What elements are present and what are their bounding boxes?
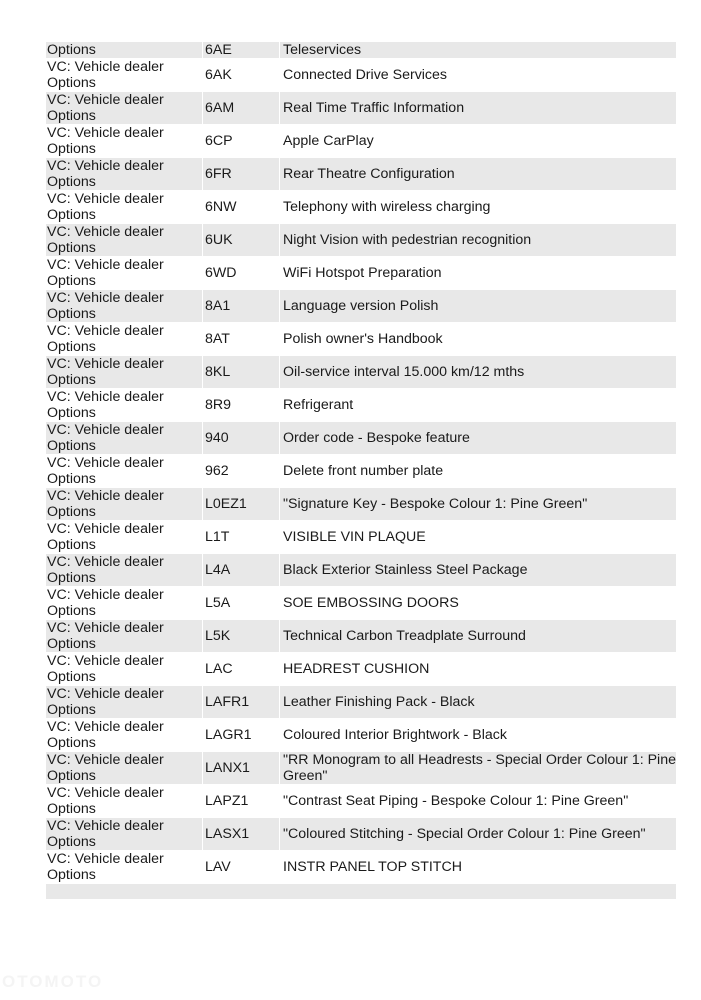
table-row [46, 41, 676, 58]
table-row [46, 355, 676, 388]
table-row [46, 784, 676, 817]
category-cell: VC: Vehicle dealer Options [46, 356, 203, 388]
code-cell: L5K [203, 620, 280, 652]
code-cell: L4A [203, 554, 280, 586]
table-row [46, 487, 676, 520]
code-cell: L1T [203, 521, 280, 553]
code-cell: L0EZ1 [203, 488, 280, 520]
category-cell: VC: Vehicle dealer Options [46, 620, 203, 652]
description-cell: Teleservices [283, 41, 362, 58]
description-cell: Technical Carbon Treadplate Surround [283, 627, 526, 644]
category-cell: VC: Vehicle dealer Options [46, 422, 203, 454]
table-row [46, 454, 676, 487]
table-row [46, 817, 676, 850]
category-cell: VC: Vehicle dealer Options [46, 785, 203, 817]
table-row [46, 58, 676, 91]
description-cell: "Signature Key - Bespoke Colour 1: Pine Green" [283, 495, 588, 512]
table-footer-row [46, 883, 676, 899]
code-cell: 8AT [203, 323, 280, 355]
code-cell: 6NW [203, 191, 280, 223]
description-cell: Night Vision with pedestrian recognition [283, 231, 532, 248]
code-cell: 6WD [203, 257, 280, 289]
category-cell: Options [46, 42, 203, 58]
table-row [46, 685, 676, 718]
table-row [46, 91, 676, 124]
description-cell: "Contrast Seat Piping - Bespoke Colour 1: Pine Green" [283, 792, 629, 809]
description-cell: Polish owner's Handbook [283, 330, 443, 347]
category-cell: VC: Vehicle dealer Options [46, 389, 203, 421]
description-cell: Coloured Interior Brightwork - Black [283, 726, 507, 743]
description-cell: HEADREST CUSHION [283, 660, 430, 677]
table-row [46, 190, 676, 223]
code-cell: 6FR [203, 158, 280, 190]
description-cell: Telephony with wireless charging [283, 198, 491, 215]
table-row [46, 289, 676, 322]
table-row [46, 751, 676, 784]
description-cell: Order code - Bespoke feature [283, 429, 470, 446]
table-row [46, 718, 676, 751]
description-cell: WiFi Hotspot Preparation [283, 264, 442, 281]
code-cell: 6UK [203, 224, 280, 256]
table-row [46, 553, 676, 586]
table-row [46, 652, 676, 685]
category-cell: VC: Vehicle dealer Options [46, 224, 203, 256]
table-row [46, 586, 676, 619]
category-cell: VC: Vehicle dealer Options [46, 257, 203, 289]
table-row [46, 256, 676, 289]
description-cell: Refrigerant [283, 396, 354, 413]
table-row [46, 322, 676, 355]
category-cell: VC: Vehicle dealer Options [46, 488, 203, 520]
category-cell: VC: Vehicle dealer Options [46, 158, 203, 190]
code-cell: 8R9 [203, 389, 280, 421]
code-cell: 6AE [203, 42, 280, 58]
code-cell: LAFR1 [203, 686, 280, 718]
description-cell: INSTR PANEL TOP STITCH [283, 858, 462, 875]
code-cell: 962 [203, 455, 280, 487]
table-row [46, 157, 676, 190]
description-cell: Connected Drive Services [283, 66, 448, 83]
description-cell: Leather Finishing Pack - Black [283, 693, 475, 710]
code-cell: LAPZ1 [203, 785, 280, 817]
category-cell: VC: Vehicle dealer Options [46, 818, 203, 850]
code-cell: 6CP [203, 125, 280, 157]
table-row [46, 124, 676, 157]
table-row [46, 520, 676, 553]
table-row [46, 421, 676, 454]
code-cell: LANX1 [203, 752, 280, 784]
description-cell: Language version Polish [283, 297, 439, 314]
description-cell: "RR Monogram to all Headrests - Special Order Colour 1: Pine Green" [283, 751, 676, 784]
category-cell: VC: Vehicle dealer Options [46, 653, 203, 685]
category-cell: VC: Vehicle dealer Options [46, 554, 203, 586]
code-cell: L5A [203, 587, 280, 619]
code-cell: 8KL [203, 356, 280, 388]
category-cell: VC: Vehicle dealer Options [46, 521, 203, 553]
category-cell: VC: Vehicle dealer Options [46, 290, 203, 322]
watermark: OTOMOTO [2, 972, 104, 991]
description-cell: Real Time Traffic Information [283, 99, 465, 116]
code-cell: LASX1 [203, 818, 280, 850]
category-cell: VC: Vehicle dealer Options [46, 92, 203, 124]
table-row [46, 850, 676, 883]
code-cell: 6AK [203, 59, 280, 91]
category-cell: VC: Vehicle dealer Options [46, 323, 203, 355]
category-cell: VC: Vehicle dealer Options [46, 191, 203, 223]
category-cell: VC: Vehicle dealer Options [46, 455, 203, 487]
options-table [46, 41, 676, 899]
table-row [46, 388, 676, 421]
category-cell: VC: Vehicle dealer Options [46, 59, 203, 91]
category-cell: VC: Vehicle dealer Options [46, 851, 203, 883]
description-cell: Apple CarPlay [283, 132, 374, 149]
description-cell: SOE EMBOSSING DOORS [283, 594, 459, 611]
code-cell: 6AM [203, 92, 280, 124]
table-row [46, 223, 676, 256]
category-cell: VC: Vehicle dealer Options [46, 587, 203, 619]
description-cell: Black Exterior Stainless Steel Package [283, 561, 528, 578]
code-cell: LAC [203, 653, 280, 685]
description-cell: VISIBLE VIN PLAQUE [283, 528, 426, 545]
code-cell: LAV [203, 851, 280, 883]
description-cell: "Coloured Stitching - Special Order Colour 1: Pine Green" [283, 825, 646, 842]
table-row [46, 619, 676, 652]
code-cell: 940 [203, 422, 280, 454]
description-cell: Oil-service interval 15.000 km/12 mths [283, 363, 525, 380]
category-cell: VC: Vehicle dealer Options [46, 752, 203, 784]
category-cell: VC: Vehicle dealer Options [46, 719, 203, 751]
code-cell: LAGR1 [203, 719, 280, 751]
description-cell: Delete front number plate [283, 462, 444, 479]
category-cell: VC: Vehicle dealer Options [46, 125, 203, 157]
code-cell: 8A1 [203, 290, 280, 322]
category-cell: VC: Vehicle dealer Options [46, 686, 203, 718]
description-cell: Rear Theatre Configuration [283, 165, 455, 182]
